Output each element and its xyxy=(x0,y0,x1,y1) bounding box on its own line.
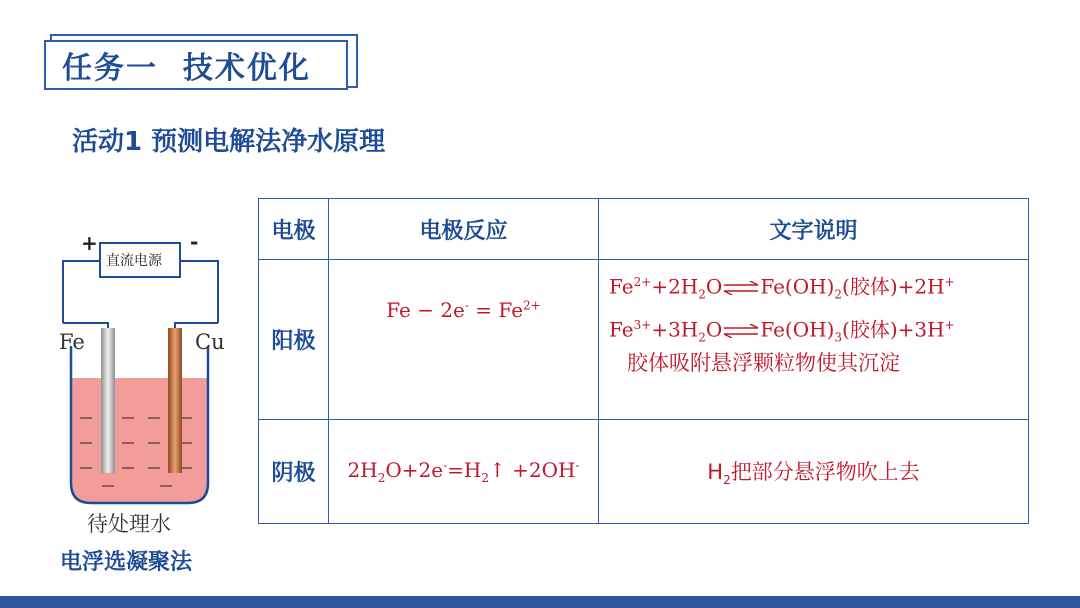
activity-heading: 活动1 预测电解法净水原理 xyxy=(72,127,386,157)
fe-electrode xyxy=(101,328,115,473)
cathode-description: $H_2$把部分悬浮物吹上去 xyxy=(599,420,1029,524)
power-supply-label: 直流电源 xyxy=(106,253,162,269)
title-frame xyxy=(44,40,356,98)
equilibrium-arrow-icon xyxy=(722,324,760,338)
header-reaction: 电极反应 xyxy=(329,199,599,260)
page-title: 任务一 技术优化 xyxy=(44,40,348,90)
fe-label: Fe xyxy=(59,330,85,354)
cu-label: Cu xyxy=(195,330,225,354)
minus-sign: - xyxy=(190,230,199,254)
table-row-anode xyxy=(259,260,1029,420)
anode-reaction: $Fe - 2e^- = Fe^{2+}$ xyxy=(329,260,599,420)
cell-illustration xyxy=(40,228,250,528)
anode-explanation: 胶体吸附悬浮颗粒物使其沉淀 xyxy=(627,351,900,376)
method-label: 电浮选凝聚法 xyxy=(60,550,193,575)
anode-description xyxy=(599,260,1029,420)
cu-electrode xyxy=(168,328,182,473)
header-electrode: 电极 xyxy=(259,199,329,260)
plus-sign: + xyxy=(81,231,98,255)
footer-bar xyxy=(0,596,1080,608)
table-row-cathode xyxy=(259,420,1029,524)
header-description: 文字说明 xyxy=(599,199,1029,260)
water-label: 待处理水 xyxy=(87,512,171,536)
anode-label: 阳极 xyxy=(259,260,329,420)
anode-equation-2: $Fe^{3+}+3H_2O$ $Fe(OH)_3$(胶体)+3H+ xyxy=(609,317,955,345)
cathode-label: 阴极 xyxy=(259,420,329,524)
electrolysis-diagram xyxy=(40,228,250,528)
cathode-reaction: $2H_2O+2e^-=H_2↑ +2OH^-$ xyxy=(329,420,599,524)
anode-equation-1: $Fe^{2+}+2H_2O$ $Fe(OH)_2$(胶体)+2H+ xyxy=(609,274,955,302)
table-header-row xyxy=(259,199,1029,260)
reaction-table xyxy=(258,198,1029,524)
equilibrium-arrow-icon xyxy=(722,281,760,295)
